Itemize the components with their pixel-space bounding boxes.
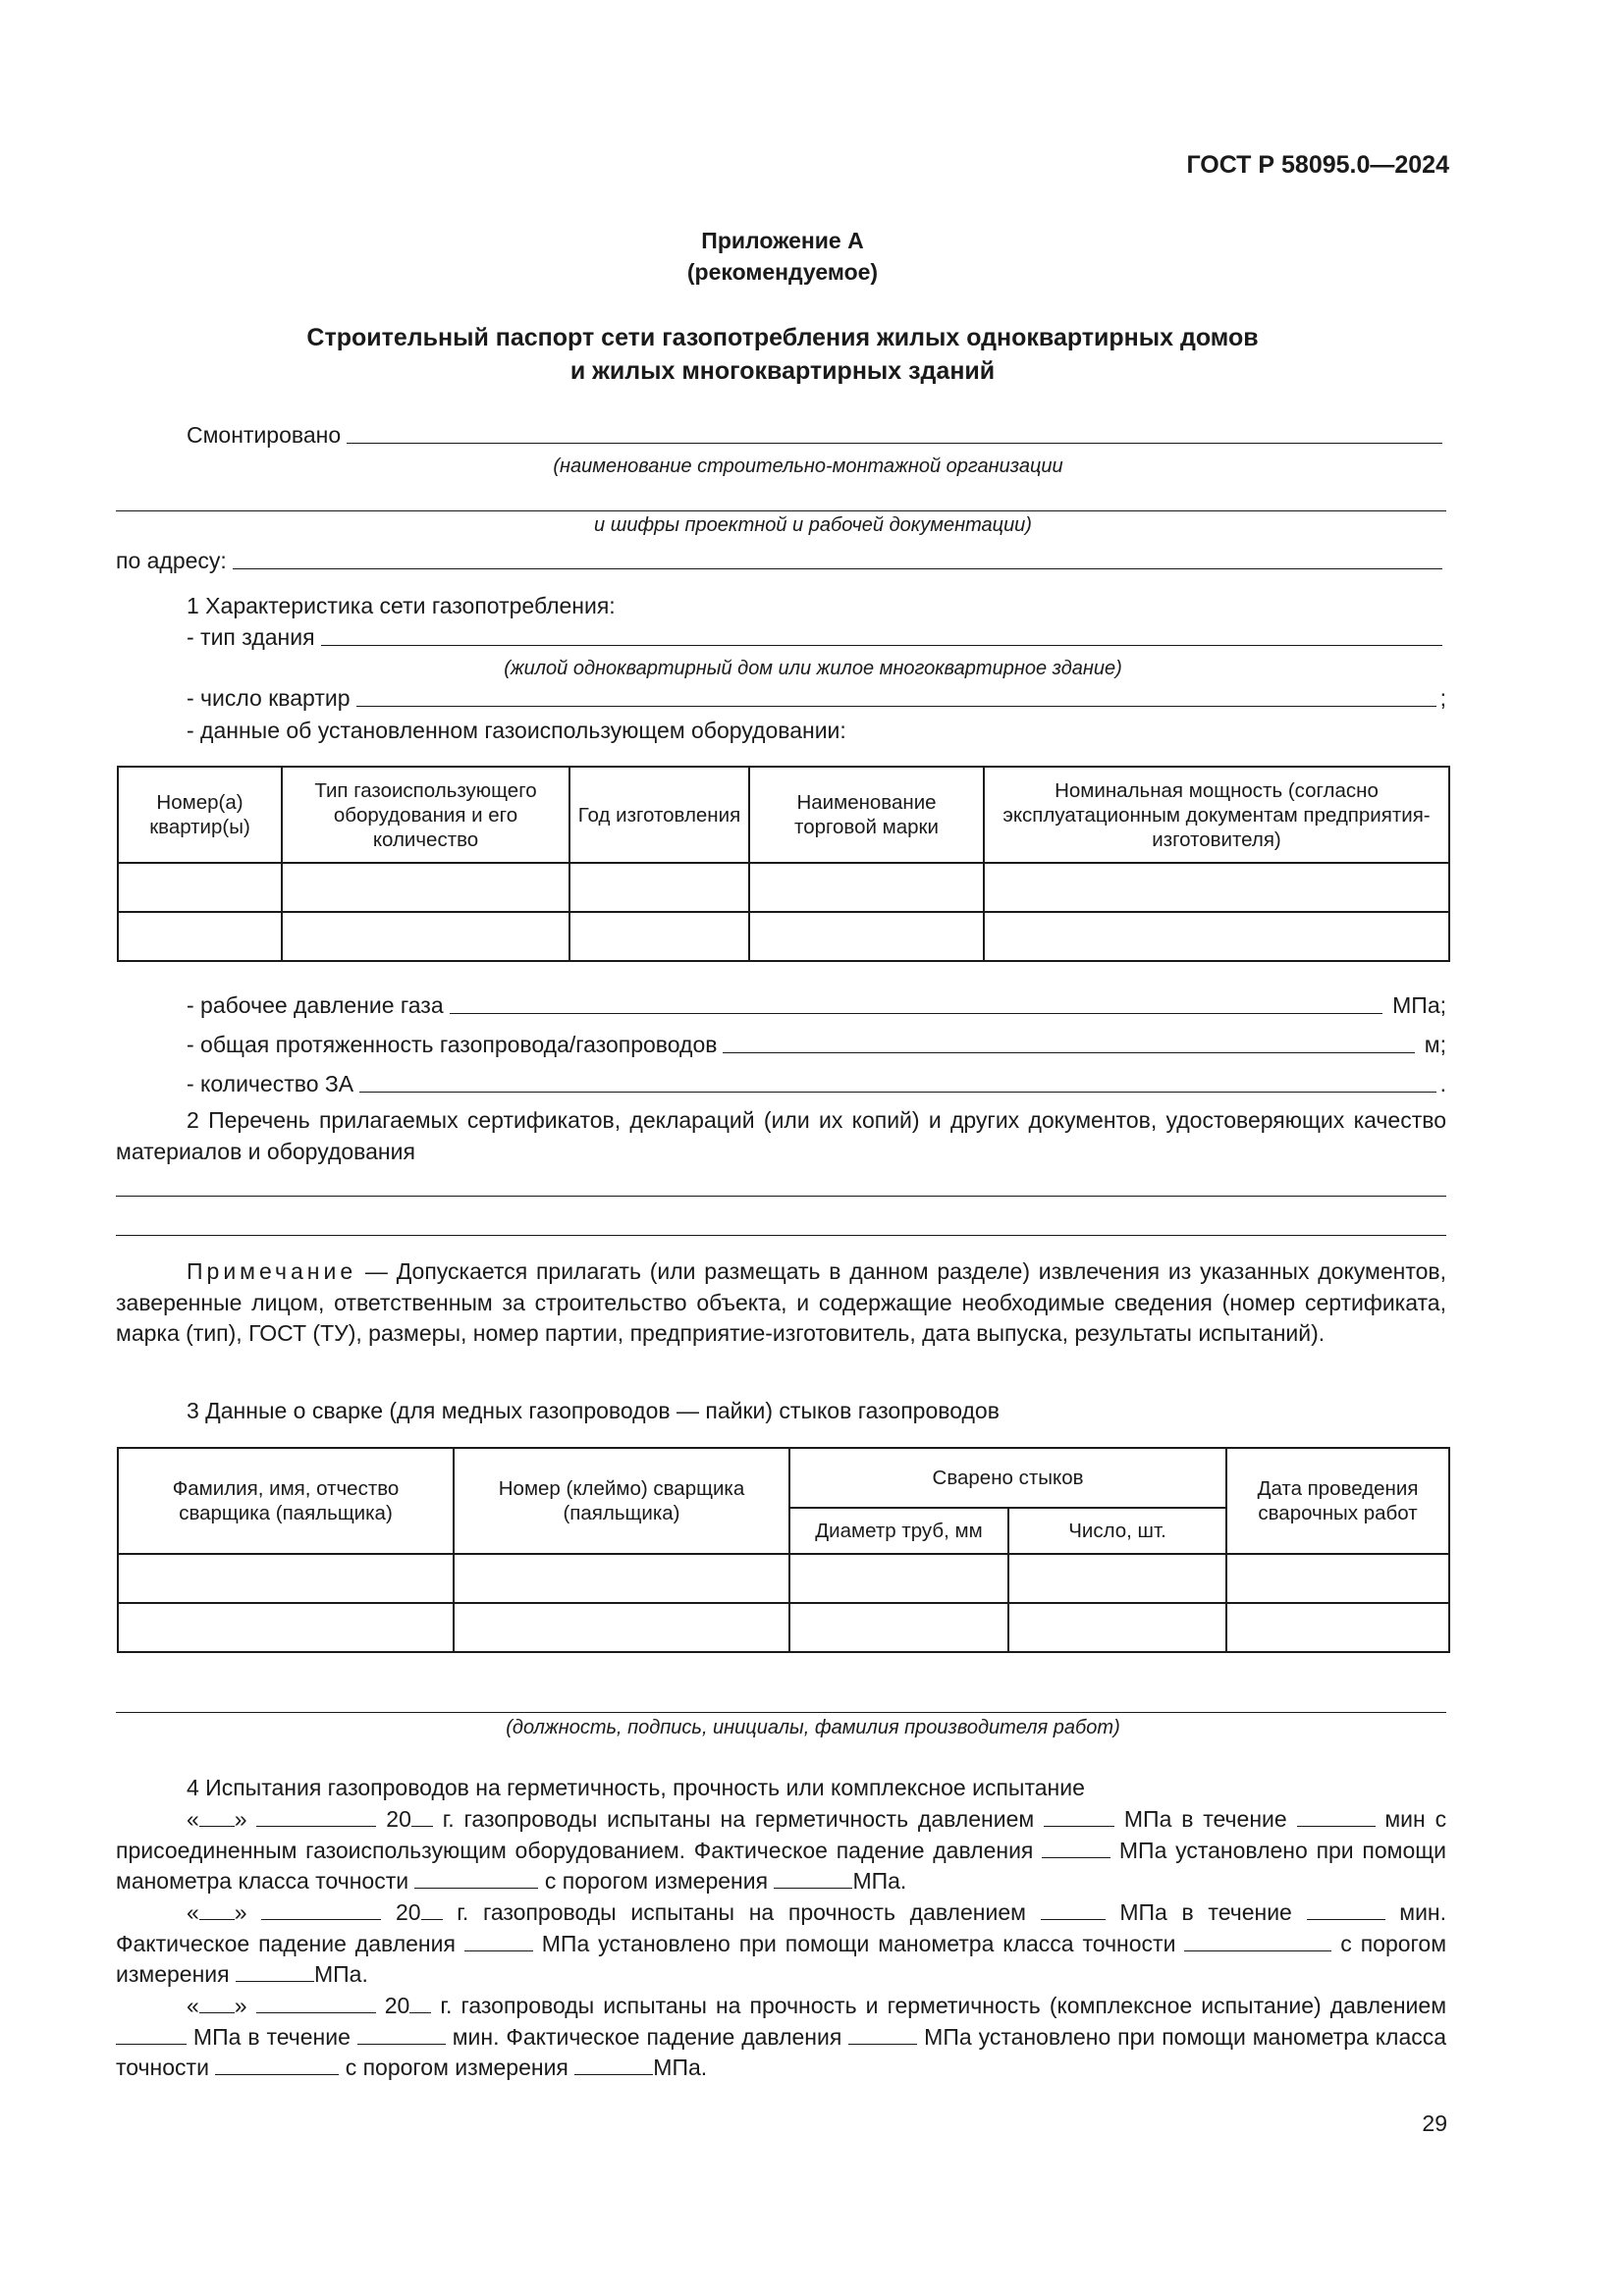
test3-text3: МПа в течение (192, 2023, 351, 2050)
table-cell[interactable] (118, 863, 282, 912)
test1-threshold-field[interactable] (774, 1870, 852, 1889)
test3-drop-field[interactable] (848, 2026, 917, 2045)
test3-text1: г. газопроводы испытаны на прочность и герметичность (комплексное испытание) (440, 1993, 1322, 2018)
page-number: 29 (1422, 2110, 1447, 2136)
note-block (116, 1256, 1446, 1350)
length-field[interactable] (723, 1052, 1414, 1053)
table-cell[interactable] (454, 1554, 789, 1603)
length-label: - общая протяженность газопровода/газопроводов (187, 1032, 718, 1057)
equipment-header-brand: Наименование торговой марки (749, 767, 984, 863)
mounted-caption-docs: и шифры проектной и рабочей документации) (594, 514, 1032, 536)
table-cell[interactable] (118, 1554, 454, 1603)
test2-threshold-field[interactable] (236, 1963, 314, 1982)
table-cell[interactable] (282, 863, 569, 912)
year-field[interactable] (411, 1808, 433, 1827)
test1-text5: МПа установлено (1118, 1837, 1308, 1863)
section4-test1 (116, 1804, 1446, 1897)
welding-header-name: Фамилия, имя, отчество сварщика (паяльщика) (118, 1448, 454, 1554)
year-field[interactable] (409, 1995, 431, 2013)
signature-caption: (должность, подпись, инициалы, фамилия производителя работ) (506, 1717, 1120, 1738)
test3-text8: МПа. (653, 2055, 708, 2080)
mounted-field[interactable] (347, 443, 1442, 444)
quote-open: « (187, 1993, 199, 2018)
building-type-row (116, 624, 1446, 651)
length-row (116, 1032, 1446, 1058)
table-cell[interactable] (569, 912, 749, 961)
test2-duration-field[interactable] (1307, 1901, 1385, 1920)
test1-text6: при помощи манометра класса точности (116, 1837, 1447, 1894)
test3-text4: мин. Фактическое падение давления (452, 2023, 842, 2050)
day-field[interactable] (199, 1995, 235, 2013)
note-text: — Допускается прилагать (или размещать в данном разделе) извлечения из указанных документов, заверенные лицом, ответственным за строительство объекта, и содержащие необходимые сведения (номер сертификата, марка (тип), ГОСТ (ТУ), размеры, номер партии, предприятие-изготовитель, дата выпуска, результаты испытаний). (116, 1258, 1446, 1346)
test2-text6: с порогом измерения (116, 1930, 1447, 1987)
test2-pressure-field[interactable] (1041, 1901, 1106, 1920)
test3-text7: с порогом измерения (345, 2055, 568, 2080)
address-field[interactable] (233, 568, 1442, 569)
year-prefix: 20 (386, 1806, 411, 1832)
test2-text7: МПа. (313, 1961, 368, 1987)
section2-text: 2 Перечень прилагаемых сертификатов, деклараций (или их копий) и других документов, удостоверяющих качество материалов и оборудования (116, 1107, 1446, 1164)
table-cell[interactable] (789, 1554, 1008, 1603)
section3-title: 3 Данные о сварке (для медных газопроводов — пайки) стыков газопроводов (187, 1398, 1000, 1423)
appendix-title: Приложение А (701, 228, 864, 253)
za-row (116, 1071, 1446, 1097)
table-cell[interactable] (1226, 1554, 1449, 1603)
section2-field-line2[interactable] (116, 1235, 1446, 1236)
test3-duration-field[interactable] (357, 2026, 446, 2045)
equipment-label: - данные об установленном газоиспользующем оборудовании: (187, 718, 846, 743)
table-cell[interactable] (749, 912, 984, 961)
test3-threshold-field[interactable] (574, 2056, 653, 2075)
quote-close: » (234, 1806, 247, 1832)
table-cell[interactable] (1008, 1603, 1226, 1652)
section4-test3 (116, 1991, 1446, 2084)
table-cell[interactable] (118, 1603, 454, 1652)
standard-number: ГОСТ Р 58095.0—2024 (1186, 151, 1449, 179)
month-field[interactable] (261, 1901, 381, 1920)
welding-header-diameter: Диаметр труб, мм (789, 1508, 1008, 1554)
note-label: Примечание (187, 1258, 357, 1284)
test3-text5: МПа установлено при (924, 2023, 1156, 2050)
table-cell[interactable] (984, 912, 1449, 961)
za-label: - количество ЗА (187, 1071, 354, 1096)
mounted-caption-org: (наименование строительно-монтажной организации (553, 455, 1063, 477)
day-field[interactable] (199, 1901, 235, 1920)
equipment-header-type: Тип газоиспользующего оборудования и его количество (282, 767, 569, 863)
test1-text1: г. газопроводы испытаны на герметичность давлением (442, 1806, 1035, 1832)
test1-duration-field[interactable] (1297, 1808, 1376, 1827)
pressure-row (116, 992, 1446, 1019)
pressure-unit: МПа; (1392, 992, 1446, 1018)
building-type-caption: (жилой одноквартирный дом или жилое многоквартирное здание) (504, 658, 1122, 679)
welding-header-count: Число, шт. (1008, 1508, 1226, 1554)
table-cell[interactable] (282, 912, 569, 961)
section2-text-block (116, 1105, 1446, 1167)
signature-field[interactable] (116, 1712, 1446, 1713)
document-title-line2: и жилых многоквартирных зданий (569, 357, 996, 385)
table-row (118, 863, 1449, 912)
apartments-label: - число квартир (187, 685, 351, 711)
test2-text5: МПа установлено при помощи манометра класса точности (541, 1930, 1176, 1956)
section4-test2 (116, 1897, 1446, 1991)
equipment-table (117, 766, 1450, 962)
welding-table (117, 1447, 1450, 1653)
test1-text2: МПа в течение (1123, 1806, 1287, 1832)
apartments-field[interactable] (356, 706, 1436, 707)
equipment-header-apartments: Номер(а) квартир(ы) (118, 767, 282, 863)
test3-text2: давлением (1329, 1993, 1447, 2018)
welding-header-mark: Номер (клеймо) сварщика (паяльщика) (454, 1448, 789, 1554)
test2-text2: МПа в течение (1119, 1899, 1292, 1925)
day-field[interactable] (199, 1808, 235, 1827)
equipment-header-year: Год изготовления (569, 767, 749, 863)
test2-accuracy-field[interactable] (1184, 1933, 1331, 1951)
table-row (118, 912, 1449, 961)
test2-drop-field[interactable] (464, 1933, 533, 1951)
apartments-end: ; (1439, 685, 1446, 711)
equipment-table-header (118, 767, 1449, 863)
test2-text1: г. газопроводы испытаны на прочность давлением (457, 1899, 1026, 1925)
equipment-header-power: Номинальная мощность (согласно эксплуатационным документам предприятия-изготовителя) (984, 767, 1449, 863)
length-unit: м; (1424, 1032, 1446, 1057)
quote-open: « (187, 1899, 199, 1925)
test3-text6: помощи манометра класса точности (116, 2023, 1447, 2080)
table-cell[interactable] (118, 912, 282, 961)
table-row (118, 1554, 1449, 1603)
test2-text3: мин. (1399, 1899, 1447, 1925)
test1-drop-field[interactable] (1042, 1840, 1110, 1858)
za-end: . (1439, 1071, 1446, 1096)
quote-close: » (234, 1899, 247, 1925)
section4-title: 4 Испытания газопроводов на герметичность, прочность или комплексное испытание (187, 1775, 1085, 1800)
test3-accuracy-field[interactable] (215, 2056, 339, 2075)
month-field[interactable] (256, 1995, 376, 2013)
apartments-row (116, 685, 1446, 712)
table-row (118, 1603, 1449, 1652)
year-prefix: 20 (384, 1993, 410, 2018)
mounted-label: Смонтировано (187, 422, 342, 448)
pressure-field[interactable] (450, 1013, 1382, 1014)
table-cell[interactable] (569, 863, 749, 912)
table-cell[interactable] (984, 863, 1449, 912)
test1-accuracy-field[interactable] (414, 1870, 538, 1889)
mounted-row (116, 422, 1446, 449)
pressure-label: - рабочее давление газа (187, 992, 444, 1018)
document-title-line1: Строительный паспорт сети газопотребления жилых одноквартирных домов (306, 324, 1259, 351)
table-cell[interactable] (749, 863, 984, 912)
test1-text7: с порогом измерения (544, 1868, 769, 1894)
table-cell[interactable] (454, 1603, 789, 1652)
welding-header-date: Дата проведения сварочных работ (1226, 1448, 1449, 1554)
building-type-field[interactable] (321, 645, 1442, 646)
section1-title: 1 Характеристика сети газопотребления: (187, 593, 616, 618)
address-label: по адресу: (116, 548, 227, 573)
year-field[interactable] (421, 1901, 443, 1920)
table-cell[interactable] (1008, 1554, 1226, 1603)
table-cell[interactable] (1226, 1603, 1449, 1652)
month-field[interactable] (256, 1808, 376, 1827)
test1-text4: с присоединенным газоиспользующим оборудованием. Фактическое падение давления (116, 1806, 1447, 1863)
quote-close: » (234, 1993, 247, 2018)
test3-pressure-field[interactable] (116, 2026, 187, 2045)
test1-text8: МПа. (852, 1868, 907, 1894)
address-row (116, 548, 1446, 574)
welding-header-joints: Сварено стыков (789, 1448, 1226, 1508)
section2-field-line1[interactable] (116, 1196, 1446, 1197)
test1-pressure-field[interactable] (1044, 1808, 1114, 1827)
za-field[interactable] (359, 1092, 1436, 1093)
test2-text4: Фактическое падение давления (116, 1930, 456, 1956)
test1-text3: мин (1384, 1806, 1426, 1832)
year-prefix: 20 (396, 1899, 421, 1925)
mounted-field-line2[interactable] (116, 510, 1446, 511)
table-cell[interactable] (789, 1603, 1008, 1652)
quote-open: « (187, 1806, 199, 1832)
building-type-label: - тип здания (187, 624, 315, 650)
appendix-status: (рекомендуемое) (686, 259, 879, 285)
